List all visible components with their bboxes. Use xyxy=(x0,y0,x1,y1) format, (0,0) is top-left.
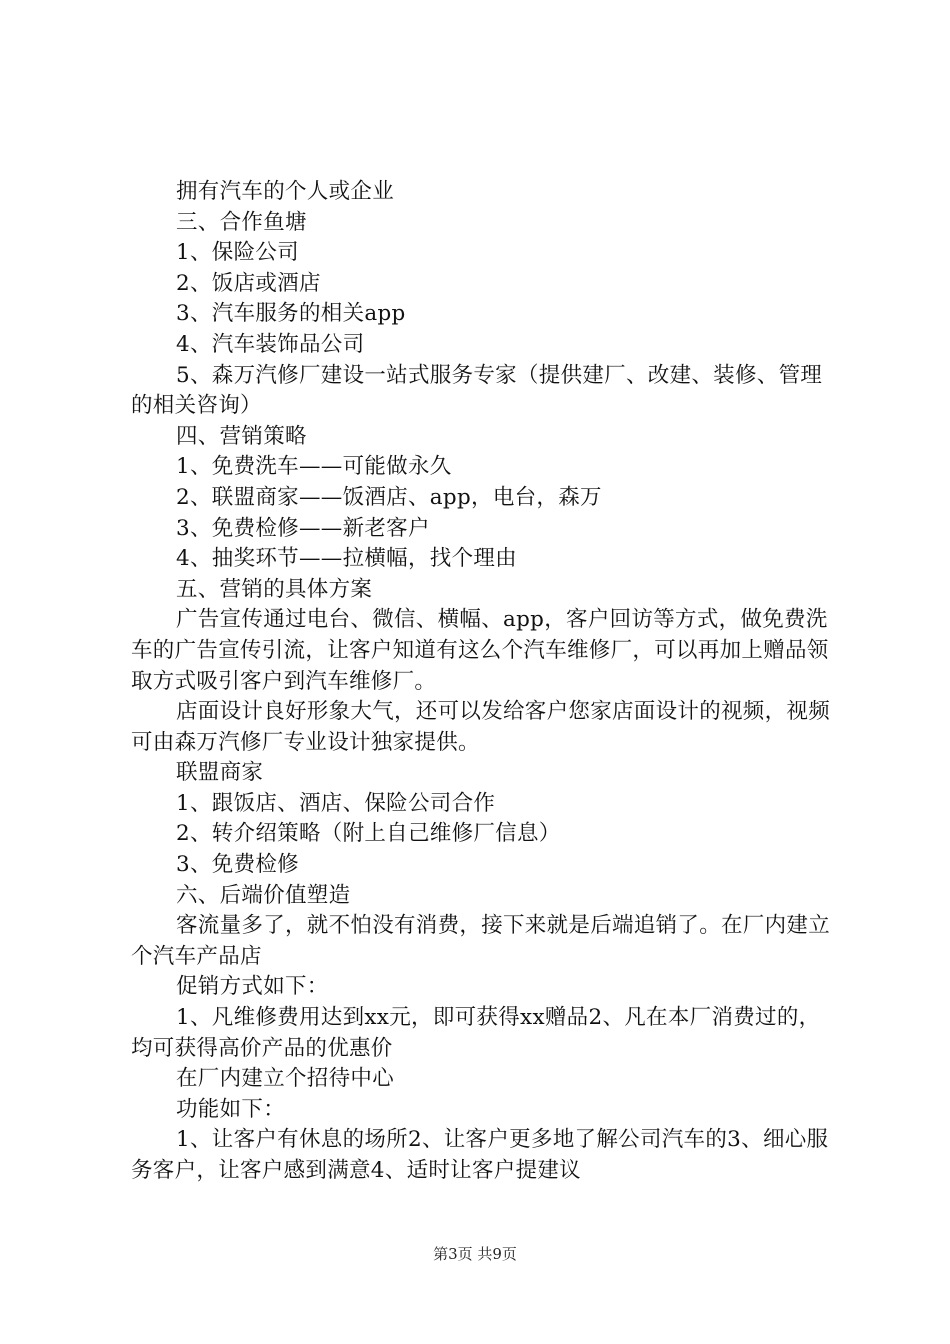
list-item: 1、跟饭店、酒店、保险公司合作 xyxy=(176,790,496,816)
document-body xyxy=(131,177,831,1187)
list-item: 3、免费检修 xyxy=(176,852,299,878)
section-heading: 五、营销的具体方案 xyxy=(176,576,373,602)
paragraph: 1、让客户有休息的场所2、让客户更多地了解公司汽车的3、细心服务客户，让客户感到满意4、适时让客户提建议 xyxy=(131,1127,829,1183)
paragraph: 功能如下： xyxy=(176,1096,286,1122)
page-number-footer: 第3页 共9页 xyxy=(433,1245,517,1263)
sub-heading: 联盟商家 xyxy=(176,760,264,786)
list-item: 3、免费检修——新老客户 xyxy=(176,515,430,541)
paragraph: 1、凡维修费用达到xx元，即可获得xx赠品2、凡在本厂消费过的，均可获得高价产品的优惠价 xyxy=(131,1005,821,1061)
section-heading: 三、合作鱼塘 xyxy=(176,209,307,235)
list-item: 5、森万汽修厂建设一站式服务专家（提供建厂、改建、装修、管理的相关咨询） xyxy=(131,362,823,419)
paragraph: 拥有汽车的个人或企业 xyxy=(176,179,395,204)
list-item: 4、汽车装饰品公司 xyxy=(176,331,365,357)
list-item: 4、抽奖环节——拉横幅，找个理由 xyxy=(176,546,517,572)
paragraph: 促销方式如下： xyxy=(176,974,329,1000)
paragraph: 店面设计良好形象大气，还可以发给客户您家店面设计的视频，视频可由森万汽修厂专业设计独家提供。 xyxy=(131,699,831,755)
paragraph: 客流量多了，就不怕没有消费，接下来就是后端追销了。在厂内建立个汽车产品店 xyxy=(131,913,831,969)
paragraph: 广告宣传通过电台、微信、横幅、app，客户回访等方式，做免费洗车的广告宣传引流，让客户知道有这么个汽车维修厂，可以再加上赠品领取方式吸引客户到汽车维修厂。 xyxy=(131,607,829,694)
section-heading: 六、后端价值塑造 xyxy=(176,882,351,908)
list-item: 2、饭店或酒店 xyxy=(176,270,321,296)
list-item: 2、转介绍策略（附上自己维修厂信息） xyxy=(176,821,561,847)
section-heading: 四、营销策略 xyxy=(176,423,307,449)
list-item: 2、联盟商家——饭酒店、app，电台，森万 xyxy=(176,484,602,510)
list-item: 3、汽车服务的相关app xyxy=(176,301,406,327)
list-item: 1、保险公司 xyxy=(176,240,299,266)
list-item: 1、免费洗车——可能做永久 xyxy=(176,454,452,480)
paragraph: 在厂内建立个招待中心 xyxy=(176,1066,395,1092)
